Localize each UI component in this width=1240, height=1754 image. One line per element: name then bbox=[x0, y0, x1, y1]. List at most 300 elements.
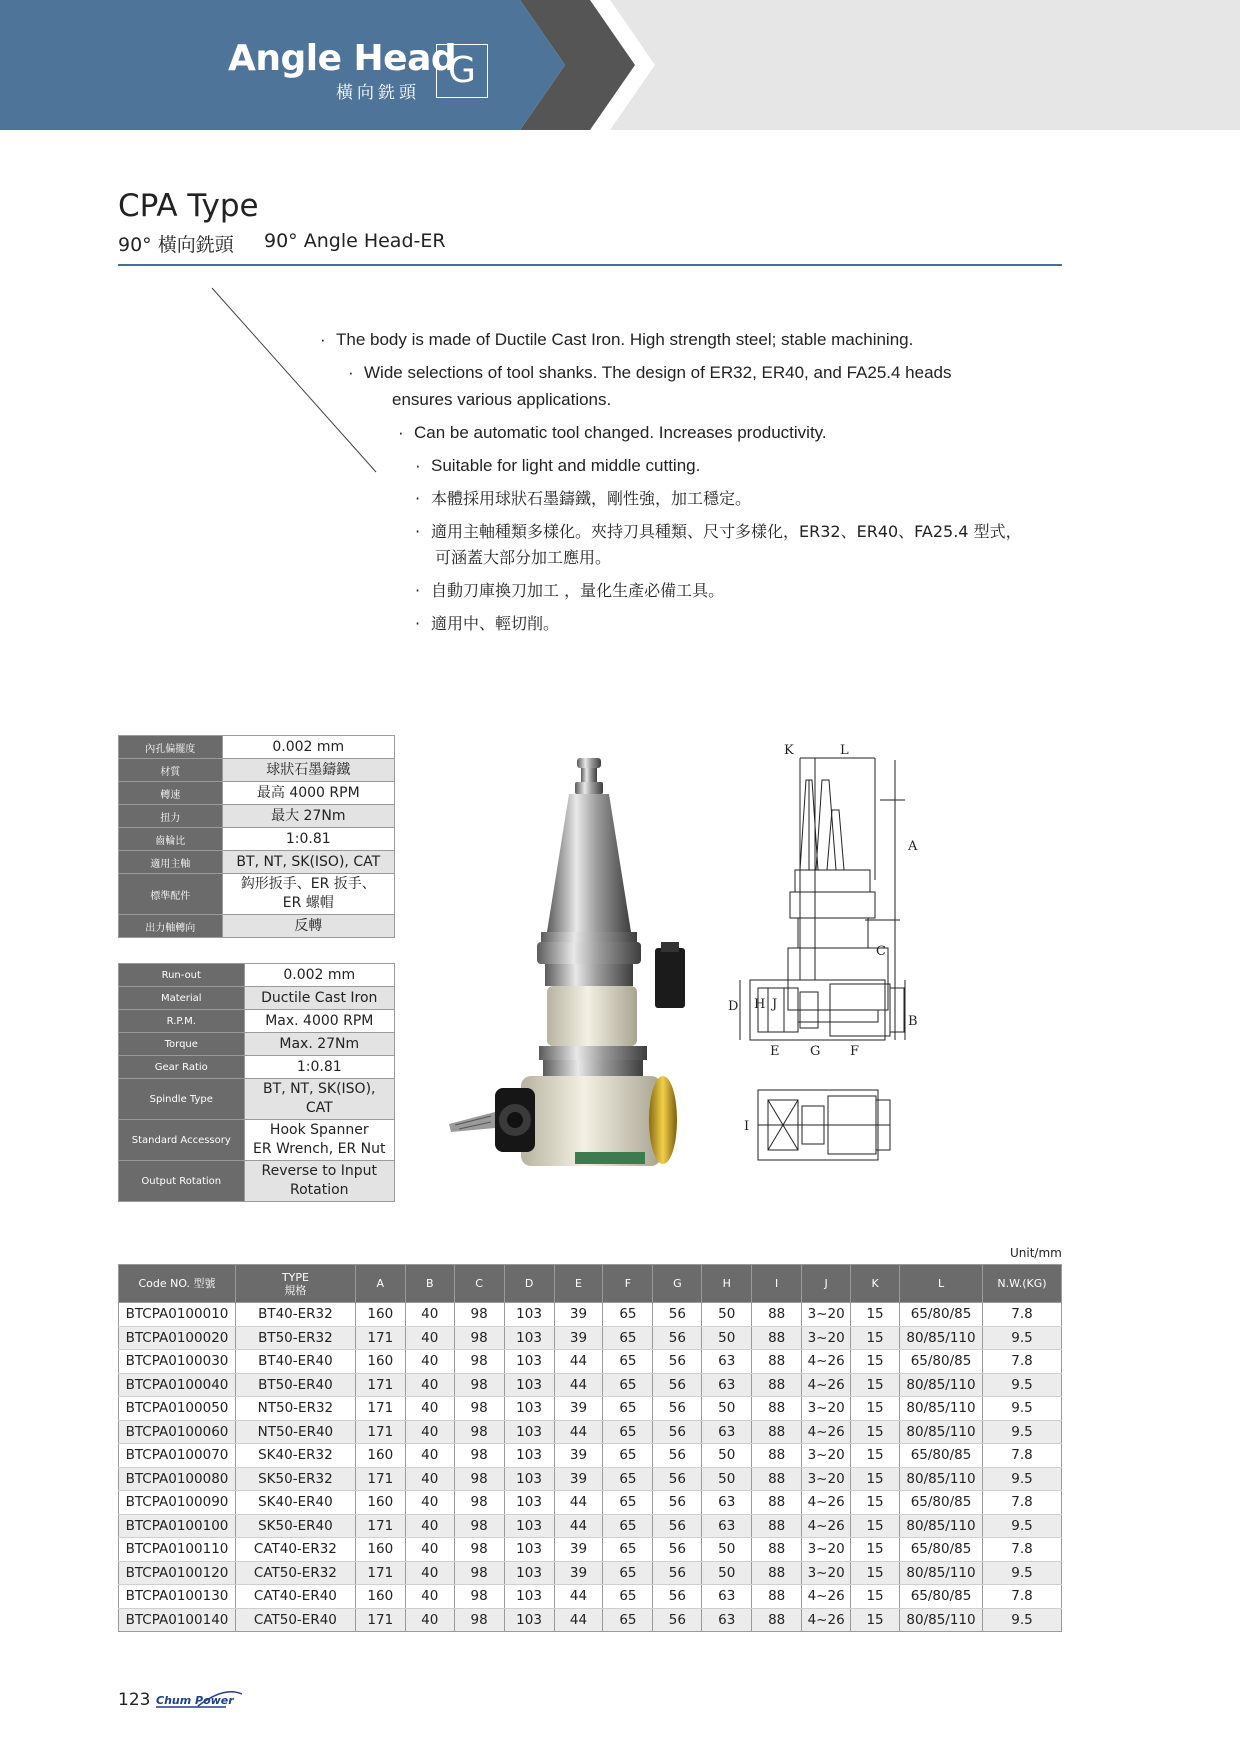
table-cell: 56 bbox=[653, 1561, 702, 1585]
table-cell: 65/80/85 bbox=[900, 1444, 983, 1468]
table-cell: 103 bbox=[504, 1303, 554, 1327]
table-cell: 9.5 bbox=[983, 1373, 1062, 1397]
table-cell: 15 bbox=[851, 1326, 900, 1350]
table-cell: 56 bbox=[653, 1491, 702, 1515]
table-cell: 15 bbox=[851, 1608, 900, 1632]
table-cell: 15 bbox=[851, 1373, 900, 1397]
table-cell: 88 bbox=[752, 1608, 802, 1632]
spec-table-en bbox=[118, 963, 395, 1202]
column-header: Code NO. 型號 bbox=[119, 1265, 236, 1303]
table-cell: 4~26 bbox=[802, 1608, 851, 1632]
table-cell: BTCPA0100140 bbox=[119, 1608, 236, 1632]
table-cell: 15 bbox=[851, 1444, 900, 1468]
table-cell: 50 bbox=[702, 1397, 752, 1421]
table-row bbox=[119, 1326, 1062, 1350]
table-cell: 3~20 bbox=[802, 1303, 851, 1327]
column-header: D bbox=[504, 1265, 554, 1303]
table-cell: 56 bbox=[653, 1608, 702, 1632]
table-cell: 88 bbox=[752, 1561, 802, 1585]
table-cell: 80/85/110 bbox=[900, 1608, 983, 1632]
dim-label-a: A bbox=[908, 839, 918, 854]
table-cell: 160 bbox=[355, 1538, 405, 1562]
table-cell: CAT40-ER40 bbox=[235, 1585, 355, 1609]
table-cell: 171 bbox=[355, 1514, 405, 1538]
table-cell: BT50-ER40 bbox=[235, 1373, 355, 1397]
spec-label: Standard Accessory bbox=[119, 1120, 245, 1161]
table-cell: BTCPA0100080 bbox=[119, 1467, 236, 1491]
spec-table-zh bbox=[118, 735, 395, 938]
table-cell: BTCPA0100030 bbox=[119, 1350, 236, 1374]
column-header: E bbox=[554, 1265, 603, 1303]
table-cell: 98 bbox=[454, 1350, 504, 1374]
table-cell: 39 bbox=[554, 1538, 603, 1562]
table-cell: 88 bbox=[752, 1326, 802, 1350]
table-cell: 39 bbox=[554, 1561, 603, 1585]
table-cell: 9.5 bbox=[983, 1561, 1062, 1585]
column-header: N.W.(KG) bbox=[983, 1265, 1062, 1303]
table-cell: 4~26 bbox=[802, 1350, 851, 1374]
spec-value: Ductile Cast Iron bbox=[244, 987, 394, 1010]
table-row bbox=[119, 1373, 1062, 1397]
table-cell: 39 bbox=[554, 1467, 603, 1491]
table-cell: SK40-ER40 bbox=[235, 1491, 355, 1515]
dim-label-i: I bbox=[744, 1119, 750, 1134]
table-cell: 80/85/110 bbox=[900, 1397, 983, 1421]
table-cell: CAT50-ER32 bbox=[235, 1561, 355, 1585]
table-cell: 171 bbox=[355, 1420, 405, 1444]
spec-value: 0.002 mm bbox=[222, 736, 394, 759]
table-cell: 44 bbox=[554, 1514, 603, 1538]
table-row bbox=[119, 1608, 1062, 1632]
table-cell: 15 bbox=[851, 1561, 900, 1585]
column-header: I bbox=[752, 1265, 802, 1303]
table-cell: 44 bbox=[554, 1608, 603, 1632]
feature-item-continued: 可涵蓋大部分加工應用。 bbox=[435, 548, 612, 567]
table-cell: 98 bbox=[454, 1444, 504, 1468]
table-row bbox=[119, 1585, 1062, 1609]
table-cell: 103 bbox=[504, 1397, 554, 1421]
dim-label-j: J bbox=[772, 997, 778, 1012]
table-cell: 171 bbox=[355, 1373, 405, 1397]
angle-head-product-image bbox=[445, 752, 725, 1182]
spec-value: 反轉 bbox=[222, 915, 394, 938]
table-cell: 63 bbox=[702, 1350, 752, 1374]
table-cell: 103 bbox=[504, 1467, 554, 1491]
table-cell: 98 bbox=[454, 1561, 504, 1585]
spec-value: 1:0.81 bbox=[244, 1056, 394, 1079]
table-cell: 103 bbox=[504, 1491, 554, 1515]
table-cell: 7.8 bbox=[983, 1491, 1062, 1515]
table-cell: 15 bbox=[851, 1538, 900, 1562]
table-cell: 98 bbox=[454, 1514, 504, 1538]
page-number: 123 bbox=[118, 1690, 151, 1710]
table-cell: 40 bbox=[405, 1608, 454, 1632]
header-band bbox=[0, 0, 1240, 130]
table-cell: 40 bbox=[405, 1491, 454, 1515]
table-cell: 103 bbox=[504, 1585, 554, 1609]
table-cell: 98 bbox=[454, 1397, 504, 1421]
table-cell: 56 bbox=[653, 1585, 702, 1609]
table-cell: 88 bbox=[752, 1350, 802, 1374]
product-table bbox=[118, 1264, 1062, 1632]
table-cell: 7.8 bbox=[983, 1538, 1062, 1562]
table-cell: 103 bbox=[504, 1444, 554, 1468]
table-cell: 65 bbox=[603, 1397, 653, 1421]
feature-item: · 本體採用球狀石墨鑄鐵，剛性強，加工穩定。 bbox=[415, 489, 752, 508]
table-cell: 39 bbox=[554, 1397, 603, 1421]
table-cell: 98 bbox=[454, 1373, 504, 1397]
table-cell: 63 bbox=[702, 1373, 752, 1397]
table-cell: BTCPA0100010 bbox=[119, 1303, 236, 1327]
table-cell: 9.5 bbox=[983, 1326, 1062, 1350]
table-cell: 65 bbox=[603, 1303, 653, 1327]
table-header-row bbox=[119, 1265, 1062, 1303]
table-cell: 88 bbox=[752, 1373, 802, 1397]
table-cell: 9.5 bbox=[983, 1420, 1062, 1444]
table-cell: 160 bbox=[355, 1491, 405, 1515]
title-divider bbox=[118, 264, 1062, 266]
table-cell: 88 bbox=[752, 1491, 802, 1515]
table-cell: BTCPA0100120 bbox=[119, 1561, 236, 1585]
table-cell: 160 bbox=[355, 1350, 405, 1374]
feature-item: · 適用中、輕切削。 bbox=[415, 614, 560, 633]
table-cell: 3~20 bbox=[802, 1397, 851, 1421]
column-header: K bbox=[851, 1265, 900, 1303]
table-cell: BT40-ER40 bbox=[235, 1350, 355, 1374]
feature-item: · Can be automatic tool changed. Increases productivity. bbox=[398, 423, 827, 442]
column-header: C bbox=[454, 1265, 504, 1303]
table-cell: 160 bbox=[355, 1444, 405, 1468]
table-cell: 15 bbox=[851, 1514, 900, 1538]
table-cell: 171 bbox=[355, 1326, 405, 1350]
table-cell: 3~20 bbox=[802, 1444, 851, 1468]
table-cell: 15 bbox=[851, 1467, 900, 1491]
spec-label: 適用主軸 bbox=[119, 851, 223, 874]
table-row bbox=[119, 1491, 1062, 1515]
table-cell: 9.5 bbox=[983, 1514, 1062, 1538]
table-cell: 80/85/110 bbox=[900, 1467, 983, 1491]
table-cell: BTCPA0100040 bbox=[119, 1373, 236, 1397]
spec-label: 齒輪比 bbox=[119, 828, 223, 851]
table-cell: 56 bbox=[653, 1397, 702, 1421]
table-cell: 103 bbox=[504, 1373, 554, 1397]
table-cell: 98 bbox=[454, 1608, 504, 1632]
table-cell: 65 bbox=[603, 1585, 653, 1609]
table-cell: 4~26 bbox=[802, 1514, 851, 1538]
table-cell: 39 bbox=[554, 1303, 603, 1327]
feature-item: · 適用主軸種類多樣化。夾持刀具種類、尺寸多樣化，ER32、ER40、FA25.4 型式， bbox=[415, 522, 1022, 541]
chum-power-logo bbox=[154, 1686, 244, 1712]
table-cell: 3~20 bbox=[802, 1326, 851, 1350]
section-title: Angle Head bbox=[228, 38, 457, 79]
spec-value: Max. 4000 RPM bbox=[244, 1010, 394, 1033]
product-subtitle-en: 90° Angle Head-ER bbox=[264, 230, 446, 252]
table-cell: 56 bbox=[653, 1444, 702, 1468]
table-cell: 4~26 bbox=[802, 1420, 851, 1444]
table-cell: 88 bbox=[752, 1538, 802, 1562]
table-cell: 80/85/110 bbox=[900, 1373, 983, 1397]
table-cell: 63 bbox=[702, 1491, 752, 1515]
spec-value: BT, NT, SK(ISO), CAT bbox=[222, 851, 394, 874]
table-cell: 44 bbox=[554, 1585, 603, 1609]
table-cell: 103 bbox=[504, 1608, 554, 1632]
table-cell: 39 bbox=[554, 1326, 603, 1350]
spec-value: Hook Spanner ER Wrench, ER Nut bbox=[244, 1120, 394, 1161]
table-cell: 65 bbox=[603, 1373, 653, 1397]
table-cell: 9.5 bbox=[983, 1608, 1062, 1632]
table-cell: 65 bbox=[603, 1420, 653, 1444]
table-cell: 7.8 bbox=[983, 1303, 1062, 1327]
table-cell: 15 bbox=[851, 1303, 900, 1327]
table-cell: 65 bbox=[603, 1561, 653, 1585]
table-cell: 160 bbox=[355, 1585, 405, 1609]
table-cell: 98 bbox=[454, 1467, 504, 1491]
feature-item-continued: ensures various applications. bbox=[392, 390, 612, 409]
table-cell: CAT40-ER32 bbox=[235, 1538, 355, 1562]
table-cell: CAT50-ER40 bbox=[235, 1608, 355, 1632]
table-cell: 3~20 bbox=[802, 1467, 851, 1491]
spec-label: Material bbox=[119, 987, 245, 1010]
table-cell: 65/80/85 bbox=[900, 1491, 983, 1515]
column-header: G bbox=[653, 1265, 702, 1303]
spec-label: 轉速 bbox=[119, 782, 223, 805]
column-header: F bbox=[603, 1265, 653, 1303]
table-cell: 40 bbox=[405, 1467, 454, 1491]
column-header: TYPE 規格 bbox=[235, 1265, 355, 1303]
column-header: B bbox=[405, 1265, 454, 1303]
table-cell: 88 bbox=[752, 1420, 802, 1444]
table-cell: 88 bbox=[752, 1585, 802, 1609]
table-cell: 40 bbox=[405, 1373, 454, 1397]
table-cell: 98 bbox=[454, 1491, 504, 1515]
spec-label: Output Rotation bbox=[119, 1161, 245, 1202]
table-cell: 56 bbox=[653, 1467, 702, 1491]
spec-label: Gear Ratio bbox=[119, 1056, 245, 1079]
table-row bbox=[119, 1514, 1062, 1538]
table-cell: 80/85/110 bbox=[900, 1420, 983, 1444]
table-cell: BTCPA0100090 bbox=[119, 1491, 236, 1515]
table-cell: 56 bbox=[653, 1538, 702, 1562]
spec-label: Run-out bbox=[119, 964, 245, 987]
dim-label-b: B bbox=[908, 1014, 918, 1029]
table-cell: 56 bbox=[653, 1514, 702, 1538]
table-cell: 7.8 bbox=[983, 1350, 1062, 1374]
table-cell: BTCPA0100050 bbox=[119, 1397, 236, 1421]
table-cell: 63 bbox=[702, 1608, 752, 1632]
table-cell: 15 bbox=[851, 1350, 900, 1374]
spec-label: 標準配件 bbox=[119, 874, 223, 915]
table-cell: 88 bbox=[752, 1444, 802, 1468]
table-cell: 7.8 bbox=[983, 1444, 1062, 1468]
table-cell: 80/85/110 bbox=[900, 1326, 983, 1350]
table-cell: 15 bbox=[851, 1397, 900, 1421]
table-cell: 40 bbox=[405, 1350, 454, 1374]
table-cell: 103 bbox=[504, 1420, 554, 1444]
table-cell: 50 bbox=[702, 1444, 752, 1468]
table-cell: 56 bbox=[653, 1303, 702, 1327]
table-cell: 65/80/85 bbox=[900, 1350, 983, 1374]
table-row bbox=[119, 1538, 1062, 1562]
table-cell: SK50-ER32 bbox=[235, 1467, 355, 1491]
table-cell: BTCPA0100060 bbox=[119, 1420, 236, 1444]
spec-value: 球狀石墨鑄鐵 bbox=[222, 759, 394, 782]
table-cell: 80/85/110 bbox=[900, 1561, 983, 1585]
table-cell: 88 bbox=[752, 1514, 802, 1538]
table-cell: 40 bbox=[405, 1326, 454, 1350]
spec-label: Spindle Type bbox=[119, 1079, 245, 1120]
feature-item: · Suitable for light and middle cutting. bbox=[415, 456, 701, 475]
table-cell: SK50-ER40 bbox=[235, 1514, 355, 1538]
dim-label-f: F bbox=[850, 1044, 860, 1059]
svg-text:Chum Power: Chum Power bbox=[156, 1694, 234, 1707]
table-cell: 65/80/85 bbox=[900, 1585, 983, 1609]
table-cell: 88 bbox=[752, 1397, 802, 1421]
table-cell: 44 bbox=[554, 1350, 603, 1374]
table-cell: 171 bbox=[355, 1561, 405, 1585]
table-cell: 65 bbox=[603, 1608, 653, 1632]
table-cell: 65 bbox=[603, 1326, 653, 1350]
table-row bbox=[119, 1467, 1062, 1491]
table-cell: 65/80/85 bbox=[900, 1538, 983, 1562]
table-cell: 39 bbox=[554, 1444, 603, 1468]
column-header: H bbox=[702, 1265, 752, 1303]
spec-value: 鈎形扳手、ER 扳手、 ER 螺帽 bbox=[222, 874, 394, 915]
feature-item: · The body is made of Ductile Cast Iron. High strength steel; stable machining. bbox=[320, 330, 914, 349]
table-cell: 63 bbox=[702, 1585, 752, 1609]
table-cell: 65 bbox=[603, 1538, 653, 1562]
dimension-drawing bbox=[728, 740, 1030, 1180]
table-cell: 50 bbox=[702, 1326, 752, 1350]
table-cell: 15 bbox=[851, 1585, 900, 1609]
table-cell: 103 bbox=[504, 1514, 554, 1538]
spec-label: 內孔偏擺度 bbox=[119, 736, 223, 759]
table-cell: 40 bbox=[405, 1514, 454, 1538]
table-cell: 103 bbox=[504, 1538, 554, 1562]
table-cell: 40 bbox=[405, 1444, 454, 1468]
feature-item: · 自動刀庫換刀加工 ，量化生產必備工具。 bbox=[415, 581, 725, 600]
unit-label: Unit/mm bbox=[1010, 1246, 1062, 1260]
table-cell: NT50-ER40 bbox=[235, 1420, 355, 1444]
table-cell: 56 bbox=[653, 1373, 702, 1397]
table-cell: 98 bbox=[454, 1420, 504, 1444]
column-header: A bbox=[355, 1265, 405, 1303]
spec-value: Max. 27Nm bbox=[244, 1033, 394, 1056]
table-row bbox=[119, 1397, 1062, 1421]
table-cell: BT50-ER32 bbox=[235, 1326, 355, 1350]
table-cell: BT40-ER32 bbox=[235, 1303, 355, 1327]
feature-item: · Wide selections of tool shanks. The design of ER32, ER40, and FA25.4 heads bbox=[348, 363, 952, 382]
table-cell: 50 bbox=[702, 1467, 752, 1491]
spec-label: 扭力 bbox=[119, 805, 223, 828]
dim-label-c: C bbox=[876, 944, 886, 959]
spec-value: 0.002 mm bbox=[244, 964, 394, 987]
table-cell: 9.5 bbox=[983, 1467, 1062, 1491]
table-cell: 9.5 bbox=[983, 1397, 1062, 1421]
table-cell: SK40-ER32 bbox=[235, 1444, 355, 1468]
table-row bbox=[119, 1303, 1062, 1327]
table-cell: 171 bbox=[355, 1608, 405, 1632]
table-cell: 103 bbox=[504, 1350, 554, 1374]
table-cell: 103 bbox=[504, 1561, 554, 1585]
table-cell: 98 bbox=[454, 1303, 504, 1327]
table-cell: 80/85/110 bbox=[900, 1514, 983, 1538]
table-cell: 50 bbox=[702, 1538, 752, 1562]
spec-label: 出力軸轉向 bbox=[119, 915, 223, 938]
table-cell: 88 bbox=[752, 1467, 802, 1491]
table-cell: 50 bbox=[702, 1303, 752, 1327]
table-cell: 103 bbox=[504, 1326, 554, 1350]
dim-label-h: H bbox=[754, 997, 766, 1012]
table-cell: 65 bbox=[603, 1467, 653, 1491]
table-cell: 40 bbox=[405, 1303, 454, 1327]
table-cell: 15 bbox=[851, 1491, 900, 1515]
dim-label-k: K bbox=[784, 743, 794, 758]
section-letter-badge: G bbox=[436, 44, 488, 98]
spec-value: 最大 27Nm bbox=[222, 805, 394, 828]
table-cell: 4~26 bbox=[802, 1491, 851, 1515]
table-cell: 44 bbox=[554, 1420, 603, 1444]
table-row bbox=[119, 1561, 1062, 1585]
spec-value: Reverse to Input Rotation bbox=[244, 1161, 394, 1202]
table-cell: 44 bbox=[554, 1373, 603, 1397]
spec-label: 材質 bbox=[119, 759, 223, 782]
table-cell: 65 bbox=[603, 1350, 653, 1374]
table-cell: 3~20 bbox=[802, 1561, 851, 1585]
section-subtitle: 橫向銑頭 bbox=[336, 83, 420, 103]
table-cell: 63 bbox=[702, 1514, 752, 1538]
table-cell: 98 bbox=[454, 1326, 504, 1350]
table-cell: 65/80/85 bbox=[900, 1303, 983, 1327]
table-cell: 40 bbox=[405, 1561, 454, 1585]
table-cell: 63 bbox=[702, 1420, 752, 1444]
table-cell: 56 bbox=[653, 1350, 702, 1374]
column-header: J bbox=[802, 1265, 851, 1303]
table-cell: 56 bbox=[653, 1420, 702, 1444]
table-cell: BTCPA0100130 bbox=[119, 1585, 236, 1609]
spec-value: 最高 4000 RPM bbox=[222, 782, 394, 805]
table-row bbox=[119, 1350, 1062, 1374]
table-cell: 15 bbox=[851, 1420, 900, 1444]
table-cell: NT50-ER32 bbox=[235, 1397, 355, 1421]
table-cell: 7.8 bbox=[983, 1585, 1062, 1609]
dim-label-d: D bbox=[728, 999, 739, 1014]
table-cell: 4~26 bbox=[802, 1373, 851, 1397]
spec-label: R.P.M. bbox=[119, 1010, 245, 1033]
table-cell: 3~20 bbox=[802, 1538, 851, 1562]
table-cell: 65 bbox=[603, 1491, 653, 1515]
spec-value: BT, NT, SK(ISO), CAT bbox=[244, 1079, 394, 1120]
table-cell: 4~26 bbox=[802, 1585, 851, 1609]
table-cell: BTCPA0100020 bbox=[119, 1326, 236, 1350]
table-cell: 40 bbox=[405, 1538, 454, 1562]
table-cell: 65 bbox=[603, 1514, 653, 1538]
spec-value: 1:0.81 bbox=[222, 828, 394, 851]
product-subtitle-zh: 90° 橫向銑頭 bbox=[118, 234, 234, 256]
table-cell: 171 bbox=[355, 1467, 405, 1491]
table-cell: 40 bbox=[405, 1397, 454, 1421]
dim-label-g: G bbox=[810, 1044, 821, 1059]
table-cell: 160 bbox=[355, 1303, 405, 1327]
table-cell: 65 bbox=[603, 1444, 653, 1468]
table-cell: 88 bbox=[752, 1303, 802, 1327]
table-cell: BTCPA0100110 bbox=[119, 1538, 236, 1562]
table-cell: BTCPA0100100 bbox=[119, 1514, 236, 1538]
table-cell: 98 bbox=[454, 1538, 504, 1562]
table-row bbox=[119, 1420, 1062, 1444]
table-cell: 40 bbox=[405, 1585, 454, 1609]
table-row bbox=[119, 1444, 1062, 1468]
table-cell: 56 bbox=[653, 1326, 702, 1350]
